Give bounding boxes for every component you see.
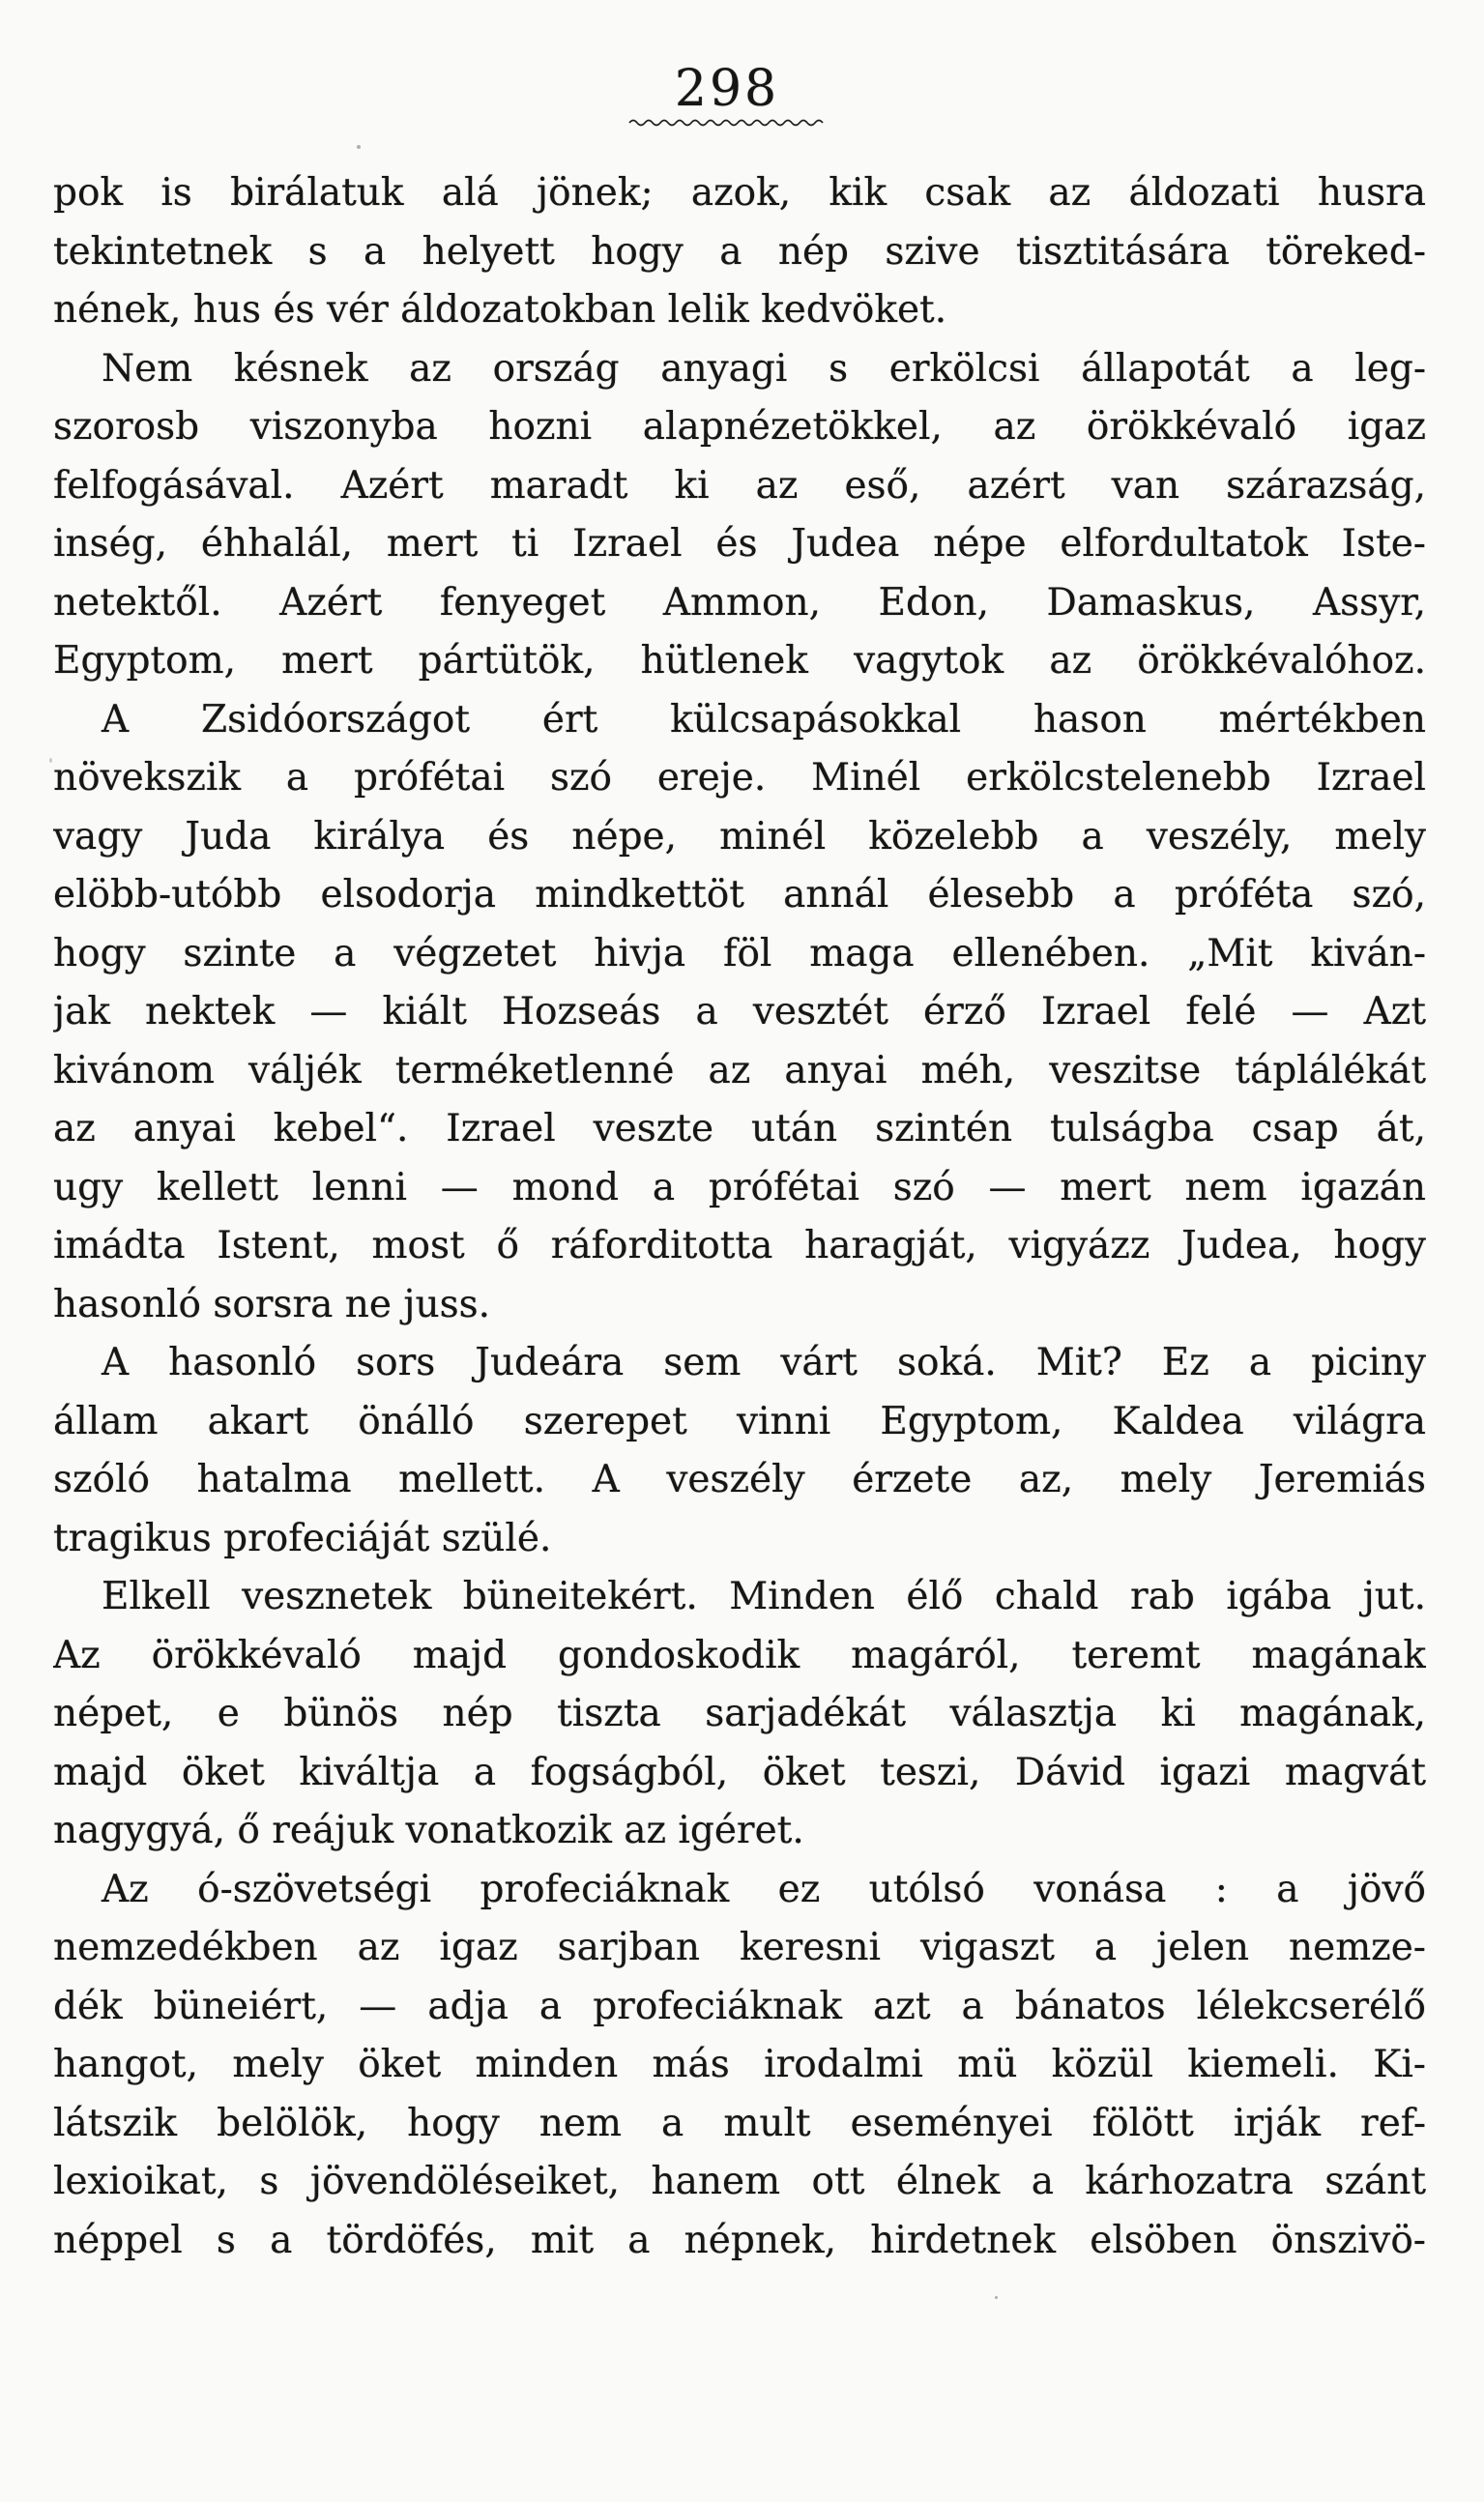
text-line: Nem késnek az ország anyagi s erkölcsi állapotát a leg- xyxy=(102,346,1426,391)
page-number: 298 xyxy=(674,60,780,118)
text-line: hasonló sorsra ne juss. xyxy=(53,1282,491,1326)
text-line: majd öket kiváltja a fogságból, öket teszi, Dávid igazi magvát xyxy=(53,1750,1426,1794)
text-line: szorosb viszonyba hozni alapnézetökkel, az örökkévaló igaz xyxy=(53,405,1426,449)
text-line: felfogásával. Azért maradt ki az eső, azért van szárazság, xyxy=(53,463,1426,508)
text-line: pok is birálatuk alá jönek; azok, kik csak az áldozati husra xyxy=(53,171,1426,215)
text-line: tekintetnek s a helyett hogy a nép szive tisztitására töreked- xyxy=(53,229,1426,274)
text-line: jak nektek — kiált Hozseás a vesztét érző Izrael felé — Azt xyxy=(53,990,1426,1033)
scan-speck xyxy=(995,2296,998,2299)
text-line: Az örökkévaló majd gondoskodik magáról, teremt magának xyxy=(53,1633,1426,1677)
text-line: dék büneiért, — adja a profeciáknak azt a bánatos lélekcserélő xyxy=(53,1984,1426,2028)
text-line: lexioikat, s jövendöléseiket, hanem ott élnek a kárhozatra szánt xyxy=(53,2160,1426,2203)
text-line: A Zsidóországot ért külcsapásokkal hason mértékben xyxy=(102,697,1426,742)
text-line: Az ó-szövetségi profeciáknak ez utólsó vonása : a jövő xyxy=(102,1867,1426,1911)
paragraph xyxy=(53,1568,1426,1861)
body-text xyxy=(53,164,1426,2270)
text-line: szóló hatalma mellett. A veszély érzete az, mely Jeremiás xyxy=(53,1458,1426,1501)
text-line: az anyai kebel“. Izrael veszte után szintén tulságba csap át, xyxy=(53,1107,1426,1150)
text-line: nagygyá, ő reájuk vonatkozik az igéret. xyxy=(53,1809,804,1852)
paragraph xyxy=(53,691,1426,1335)
wavy-underline-icon xyxy=(627,116,827,128)
paragraph xyxy=(53,340,1426,691)
paragraph xyxy=(53,1334,1426,1568)
text-line: Elkell vesznetek büneitekért. Minden élő chald rab igába jut. xyxy=(102,1575,1426,1618)
text-line: kivánom váljék terméketlenné az anyai méh, veszitse táplálékát xyxy=(53,1048,1426,1092)
text-line: néppel s a tördöfés, mit a népnek, hirdetnek elsöben önszivö- xyxy=(53,2218,1426,2262)
text-line: hogy szinte a végzetet hivja föl maga ellenében. „Mit kiván- xyxy=(53,931,1426,975)
text-line: állam akart önálló szerepet vinni Egyptom, Kaldea világra xyxy=(53,1399,1426,1443)
scan-speck xyxy=(49,758,52,763)
text-line: inség, éhhalál, mert ti Izrael és Judea népe elfordultatok Iste- xyxy=(53,522,1426,566)
paragraph xyxy=(53,1861,1426,2271)
page-number-underline-row xyxy=(0,116,1454,128)
text-line: hangot, mely öket minden más irodalmi mü közül kiemeli. Ki- xyxy=(53,2043,1426,2086)
text-line: nének, hus és vér áldozatokban lelik kedvöket. xyxy=(53,288,947,332)
text-line: elöbb-utóbb elsodorja mindkettöt annál élesebb a próféta szó, xyxy=(53,873,1426,916)
text-line: Egyptom, mert pártütök, hütlenek vagytok az örökkévalóhoz. xyxy=(53,639,1426,683)
text-line: imádta Istent, most ő ráforditotta haragját, vigyázz Judea, hogy xyxy=(53,1224,1426,1267)
text-line: vagy Juda királya és népe, minél közelebb a veszély, mely xyxy=(53,814,1426,858)
scan-speck xyxy=(357,145,361,149)
text-line: A hasonló sors Judeára sem várt soká. Mit? Ez a piciny xyxy=(102,1341,1426,1384)
text-line: látszik belölök, hogy nem a mult eseményei fölött irják ref- xyxy=(53,2101,1426,2145)
paragraph xyxy=(53,164,1426,340)
text-line: népet, e bünös nép tiszta sarjadékát választja ki magának, xyxy=(53,1692,1426,1735)
text-line: netektől. Azért fenyeget Ammon, Edon, Damaskus, Assyr, xyxy=(53,580,1426,625)
text-line: növekszik a prófétai szó ereje. Minél erkölcstelenebb Izrael xyxy=(53,756,1426,800)
text-line: tragikus profeciáját szülé. xyxy=(53,1516,552,1560)
text-line: nemzedékben az igaz sarjban keresni vigaszt a jelen nemze- xyxy=(53,1926,1426,1969)
text-line: ugy kellett lenni — mond a prófétai szó — mert nem igazán xyxy=(53,1165,1426,1209)
